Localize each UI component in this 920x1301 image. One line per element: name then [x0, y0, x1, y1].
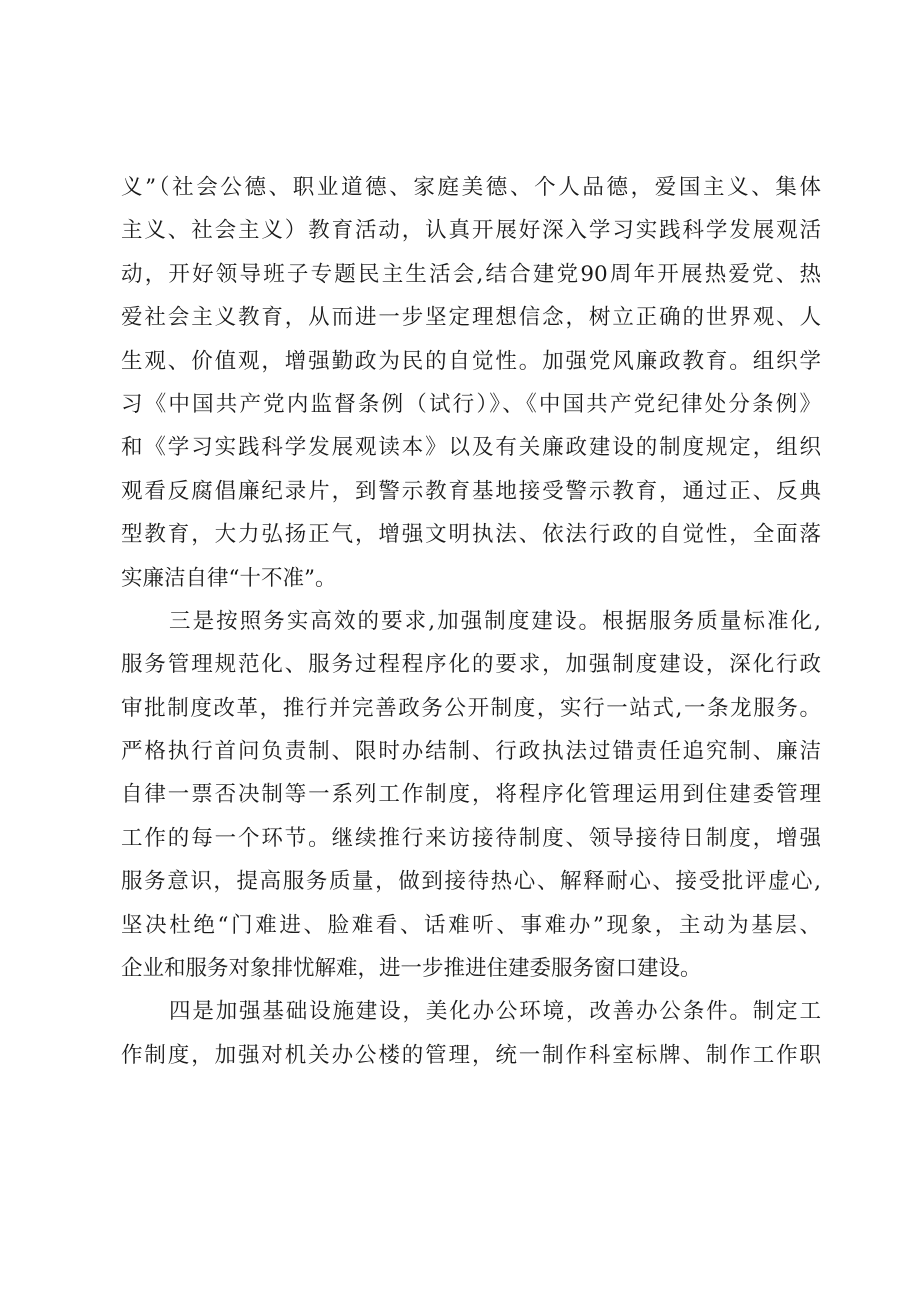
text-line: 实廉洁自律“十不准”。 [121, 565, 337, 591]
text-line: 和《学习实践科学发展观读本》以及有关廉政建设的制度规定，组织 [121, 435, 821, 461]
text-line: 三是按照务实高效的要求,加强制度建设。根据服务质量标准化, [169, 608, 821, 634]
text-line: 动，开好领导班子专题民主生活会,结合建党90周年开展热爱党、热 [121, 261, 821, 287]
text-line: 主义、社会主义）教育活动，认真开展好深入学习实践科学发展观活 [121, 218, 821, 244]
text-line: 型教育，大力弘扬正气，增强文明执法、依法行政的自觉性，全面落 [121, 522, 821, 548]
text-line: 习《中国共产党内监督条例（试行）》、《中国共产党纪律处分条例》 [121, 391, 821, 417]
text-line: 爱社会主义教育，从而进一步坚定理想信念，树立正确的世界观、人 [121, 305, 821, 331]
text-line: 四是加强基础设施建设，美化办公环境，改善办公条件。制定工 [169, 999, 821, 1025]
text-line: 生观、价值观，增强勤政为民的自觉性。加强党风廉政教育。组织学 [121, 348, 821, 374]
text-line: 企业和服务对象排忧解难，进一步推进住建委服务窗口建设。 [121, 956, 702, 982]
text-line: 作制度，加强对机关办公楼的管理，统一制作科室标牌、制作工作职 [121, 1042, 821, 1068]
document-body [121, 166, 821, 1077]
text-line: 服务管理规范化、服务过程程序化的要求，加强制度建设，深化行政 [121, 652, 821, 678]
text-line: 服务意识，提高服务质量，做到接待热心、解释耐心、接受批评虚心, [121, 869, 821, 895]
text-line: 自律一票否决制等一系列工作制度，将程序化管理运用到住建委管理 [121, 782, 821, 808]
text-line: 坚决杜绝“门难进、脸难看、话难听、事难办”现象，主动为基层、 [121, 912, 821, 938]
text-line: 严格执行首问负责制、限时办结制、行政执法过错责任追究制、廉洁 [121, 739, 821, 765]
text-line: 观看反腐倡廉纪录片，到警示教育基地接受警示教育，通过正、反典 [121, 478, 821, 504]
text-line: 义”（社会公德、职业道德、家庭美德、个人品德，爱国主义、集体 [121, 175, 821, 200]
text-line: 工作的每一个环节。继续推行来访接待制度、领导接待日制度，增强 [121, 825, 821, 851]
text-line: 审批制度改革，推行并完善政务公开制度，实行一站式,一条龙服务。 [121, 695, 821, 721]
